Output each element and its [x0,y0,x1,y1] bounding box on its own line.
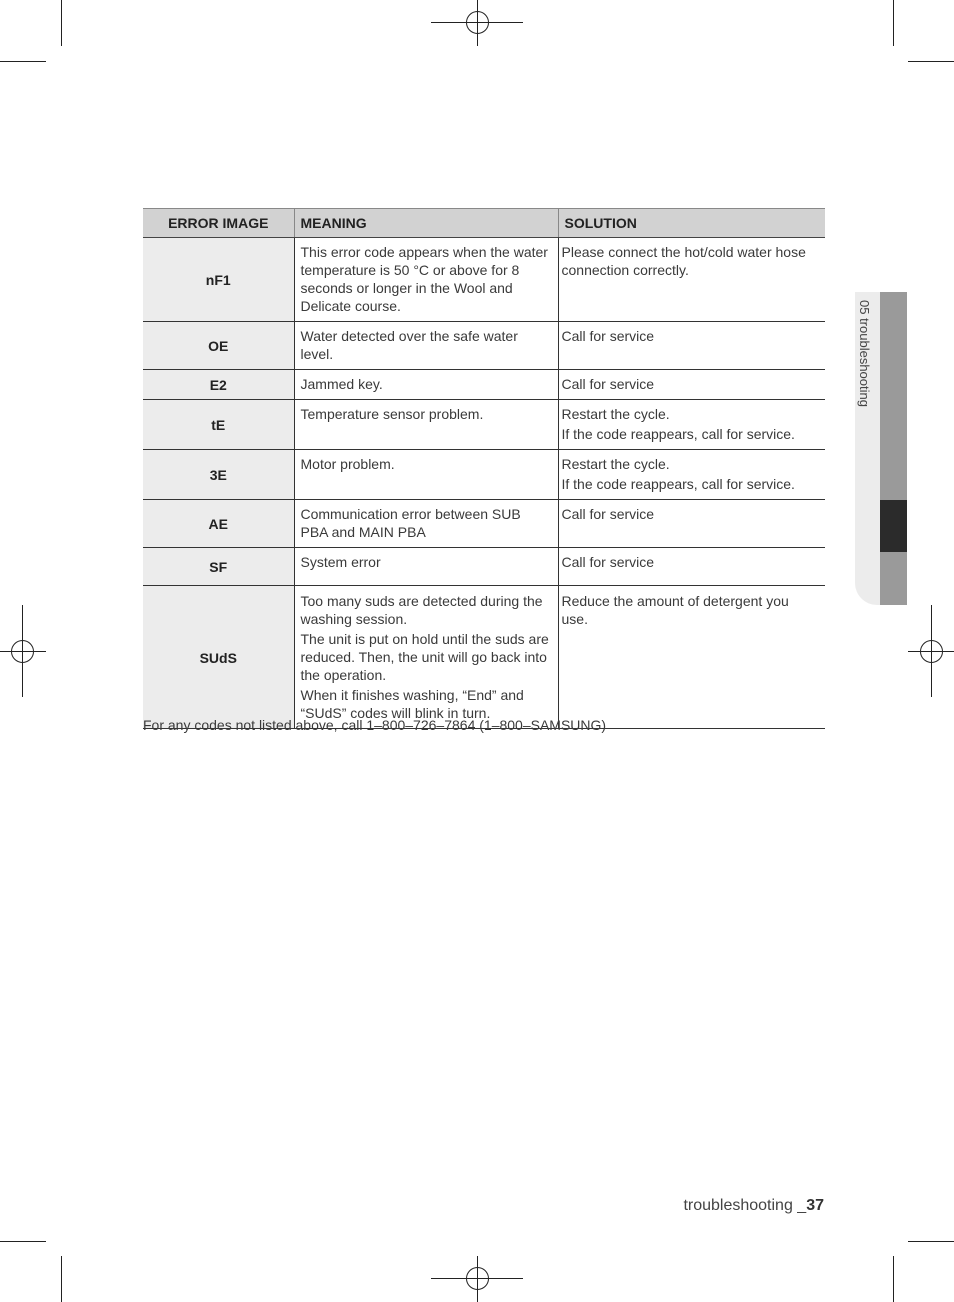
solution-cell [558,548,825,586]
registration-circle [11,640,34,663]
error-code-table [143,208,825,729]
meaning-cell [294,238,558,322]
meaning-cell [294,500,558,548]
meaning-text: Too many suds are detected during the washing session. [300,593,543,627]
meaning-cell [294,322,558,370]
meaning-text: Water detected over the safe water level. [300,328,518,362]
table-row [143,586,825,729]
crop-mark [61,1256,62,1302]
error-code: tE [143,400,294,450]
solution-cell [558,370,825,400]
meaning-text: This error code appears when the water temperature is 50 °C or above for 8 seconds or longer in the Wool and Delicate course. [300,244,548,314]
table-row [143,322,825,370]
meaning-cell [294,586,558,729]
solution-text: Restart the cycle. [561,456,670,472]
solution-cell [558,322,825,370]
solution-text: Call for service [561,328,655,344]
meaning-text: When it finishes washing, “End” and “SUdS” codes will blink in turn. [300,687,524,721]
table-row [143,370,825,400]
header-solution: SOLUTION [558,209,825,238]
chapter-tab-bar [880,552,907,605]
solution-cell [558,400,825,450]
error-code: E2 [143,370,294,400]
solution-text: Restart the cycle. [561,406,670,422]
crop-mark [893,1256,894,1302]
chapter-tab-label: 05 troubleshooting [857,300,872,407]
error-code: SF [143,548,294,586]
registration-circle [920,640,943,663]
header-error-image: ERROR IMAGE [143,209,294,238]
crop-mark [0,1241,46,1242]
table-row [143,548,825,586]
solution-text: Call for service [561,376,655,392]
header-meaning: MEANING [294,209,558,238]
solution-text: Call for service [561,506,655,522]
table-row [143,238,825,322]
crop-mark [893,0,894,46]
footnote: For any codes not listed above, call 1–800–726–7864 (1–800–SAMSUNG) [143,717,607,733]
registration-circle [466,1267,489,1290]
footer-label: troubleshooting _ [683,1197,807,1214]
meaning-cell [294,370,558,400]
solution-text: Reduce the amount of detergent you use. [561,593,789,627]
meaning-text: Temperature sensor problem. [300,406,484,422]
meaning-text: Communication error between SUB PBA and MAIN PBA [300,506,521,540]
table-row [143,500,825,548]
chapter-tab-active-marker [880,500,907,552]
error-code: SUdS [143,586,294,729]
error-code: AE [143,500,294,548]
crop-mark [61,0,62,46]
solution-text: Call for service [561,554,655,570]
solution-cell [558,586,825,729]
solution-cell [558,450,825,500]
crop-mark [0,61,46,62]
meaning-text: The unit is put on hold until the suds are reduced. Then, the unit will go back into the operation. [300,631,549,683]
chapter-tab-bar [880,292,907,500]
registration-circle [466,11,489,34]
error-code: 3E [143,450,294,500]
meaning-text: Jammed key. [300,376,383,392]
solution-cell [558,238,825,322]
solution-text: If the code reappears, call for service. [561,426,795,442]
solution-text: Please connect the hot/cold water hose connection correctly. [561,244,806,278]
error-code: OE [143,322,294,370]
page-footer [683,1197,824,1215]
meaning-text: Motor problem. [300,456,395,472]
table-row [143,400,825,450]
meaning-cell [294,450,558,500]
table-row [143,450,825,500]
solution-cell [558,500,825,548]
error-code: nF1 [143,238,294,322]
meaning-cell [294,400,558,450]
table-header-row [143,209,825,238]
meaning-text: System error [300,554,381,570]
meaning-cell [294,548,558,586]
solution-text: If the code reappears, call for service. [561,476,795,492]
page-number: 37 [806,1197,824,1214]
crop-mark [908,61,954,62]
crop-mark [908,1241,954,1242]
